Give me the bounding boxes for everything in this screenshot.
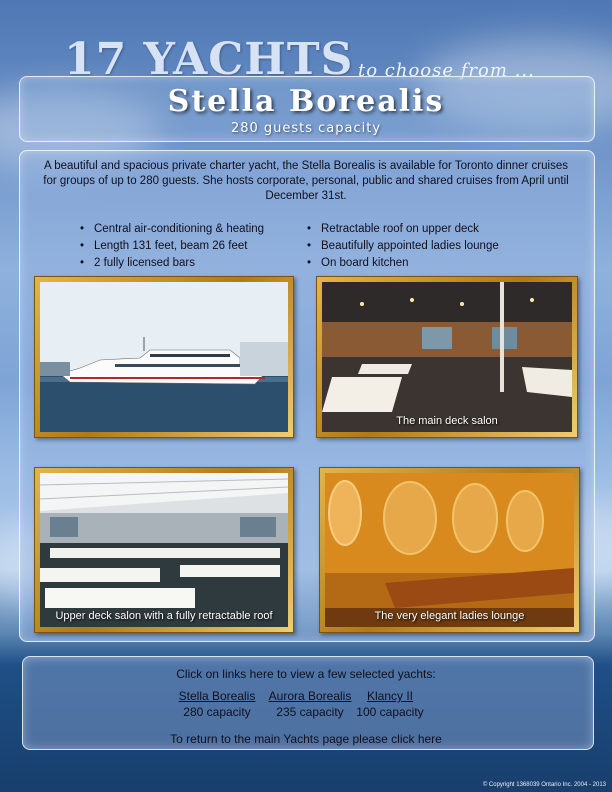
ladies-lounge-photo <box>325 473 574 627</box>
yacht-link-stella <box>172 689 262 719</box>
feature-item: • Length 131 feet, beam 26 feet <box>94 238 264 255</box>
copyright-notice: © Copyright 1368039 Ontario Inc. 2004 - 2013 <box>482 782 606 788</box>
photo-main-deck-frame <box>316 276 578 438</box>
header-subtitle: to choose from ... <box>358 60 535 81</box>
upper-deck-caption: Upper deck salon with a fully retractable roof <box>55 610 273 622</box>
feature-item: • Beautifully appointed ladies lounge <box>321 238 499 255</box>
aurora-borealis-link[interactable]: Aurora Borealis <box>268 689 352 703</box>
yacht-name: Stella Borealis <box>167 84 445 119</box>
klancy-ii-link[interactable]: Klancy II <box>366 689 414 703</box>
links-intro: Click on links here to view a few selected yachts: <box>176 667 436 681</box>
feature-item: • On board kitchen <box>321 255 499 272</box>
yacht-link-klancy <box>350 689 430 719</box>
upper-deck-photo <box>40 473 288 627</box>
stella-borealis-capacity: 280 capacity <box>183 705 251 719</box>
stella-borealis-link[interactable]: Stella Borealis <box>178 689 256 703</box>
feature-item: • 2 fully licensed bars <box>94 255 264 272</box>
aurora-borealis-capacity: 235 capacity <box>276 705 344 719</box>
header-title: 17 YACHTS <box>64 34 354 85</box>
yacht-description: A beautiful and spacious private charter yacht, the Stella Borealis is available for Toronto dinner cruises for groups of up to 280 guests. She hosts corporate, personal, public and shared cruises from April until December 31st. <box>43 160 569 202</box>
yacht-exterior-photo <box>40 282 288 432</box>
feature-item: • Retractable roof on upper deck <box>321 221 499 238</box>
yacht-link-aurora <box>262 689 358 719</box>
main-deck-photo <box>322 282 572 432</box>
feature-list-left <box>94 221 264 272</box>
photo-exterior-frame <box>34 276 294 438</box>
photo-lounge-frame <box>319 467 580 633</box>
photo-upper-deck-frame <box>34 467 294 633</box>
klancy-ii-capacity: 100 capacity <box>356 705 424 719</box>
feature-list-right <box>321 221 499 272</box>
yacht-capacity: 280 guests capacity <box>230 121 382 136</box>
return-main-page-link[interactable]: To return to the main Yachts page please click here <box>170 732 442 746</box>
lounge-caption: The very elegant ladies lounge <box>374 610 525 622</box>
main-deck-caption: The main deck salon <box>396 415 498 427</box>
feature-item: • Central air-conditioning & heating <box>94 221 264 238</box>
